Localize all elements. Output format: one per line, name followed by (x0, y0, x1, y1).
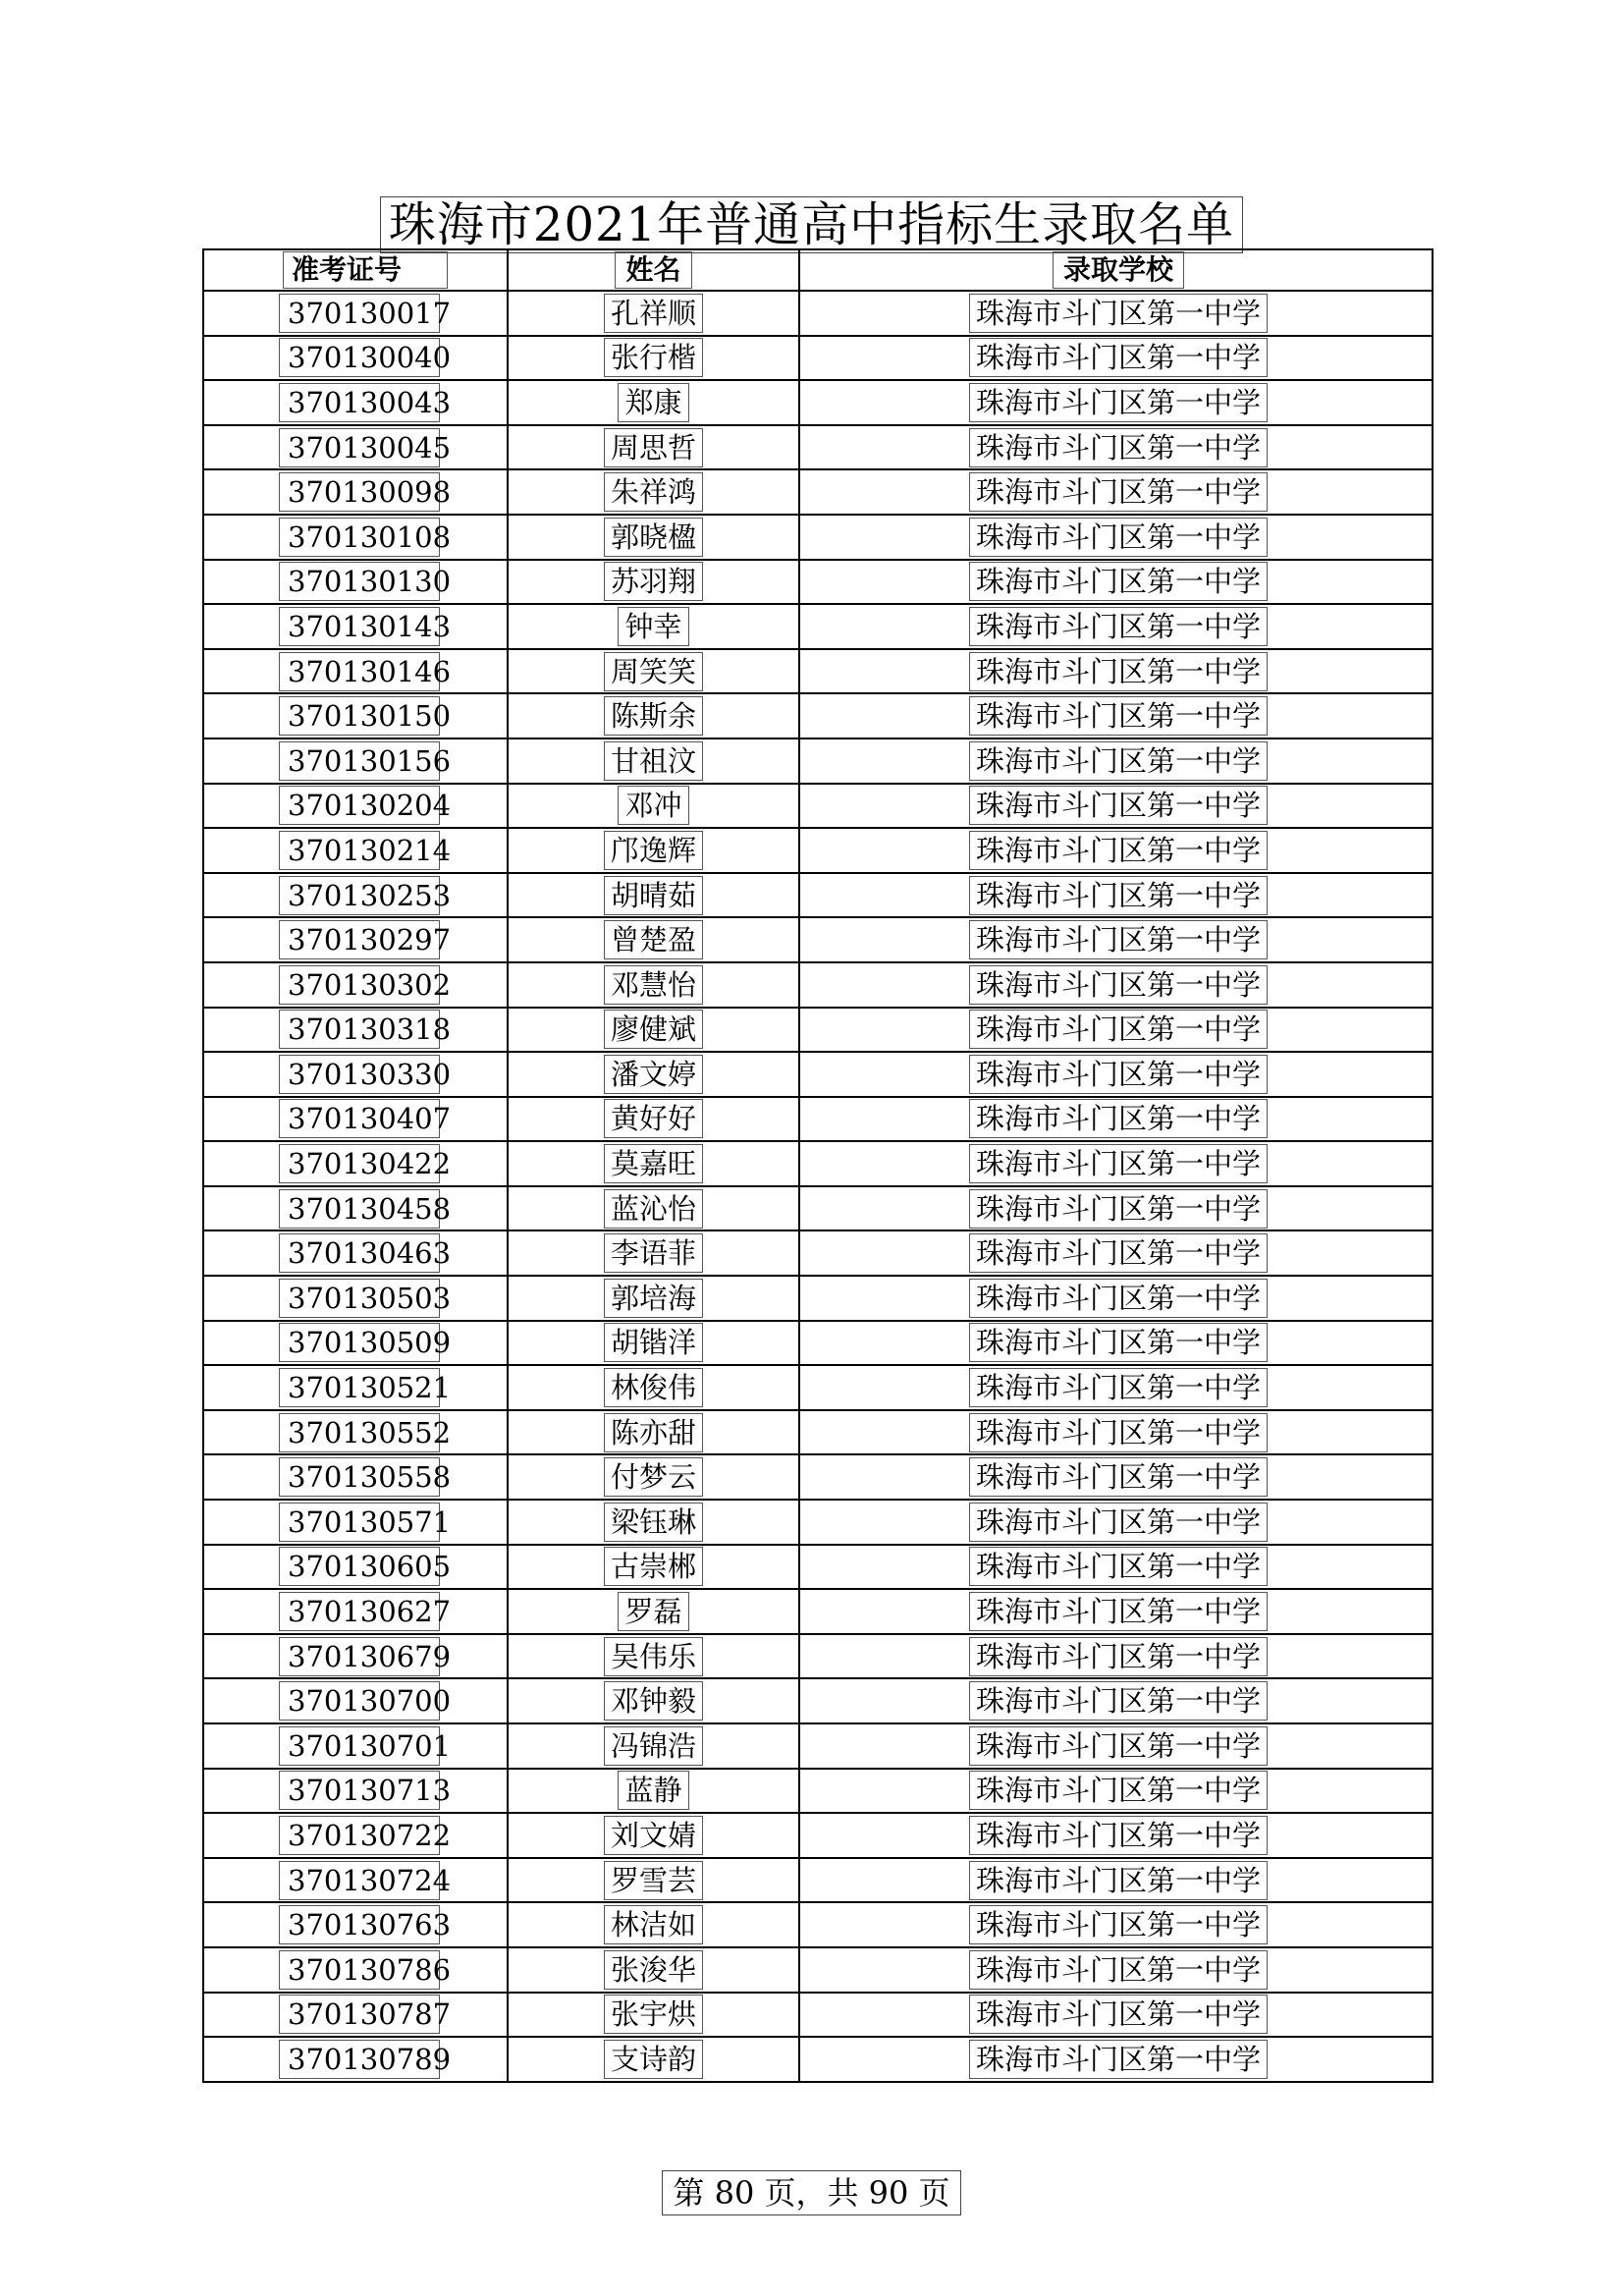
table-row (203, 291, 1433, 336)
header-school: 录取学校 (1053, 251, 1184, 289)
exam-id-cell (203, 1230, 508, 1276)
student-name: 莫嘉旺 (604, 1144, 703, 1183)
school-cell (799, 1097, 1433, 1142)
school-cell (799, 2037, 1433, 2082)
student-name-cell (508, 1678, 799, 1723)
exam-id-cell (203, 873, 508, 918)
school-cell (799, 1813, 1433, 1858)
admitted-school: 珠海市斗门区第一中学 (969, 1995, 1268, 2034)
exam-id-cell (203, 1052, 508, 1097)
school-cell (799, 380, 1433, 425)
table-row (203, 425, 1433, 470)
table-row (203, 1589, 1433, 1634)
table-row (203, 515, 1433, 560)
student-name: 邓钟毅 (604, 1681, 703, 1721)
school-cell (799, 917, 1433, 962)
school-cell (799, 1454, 1433, 1500)
exam-id-cell (203, 1321, 508, 1366)
header-id-cell (203, 249, 508, 291)
exam-id: 370130605 (279, 1547, 440, 1586)
school-cell (799, 1545, 1433, 1590)
table-row (203, 828, 1433, 873)
exam-id-cell (203, 604, 508, 649)
student-name: 郑康 (618, 383, 688, 422)
admitted-school: 珠海市斗门区第一中学 (969, 1457, 1268, 1497)
admitted-school: 珠海市斗门区第一中学 (969, 1055, 1268, 1094)
table-row (203, 873, 1433, 918)
table-row (203, 784, 1433, 829)
student-name: 黄好好 (604, 1099, 703, 1138)
exam-id: 370130045 (279, 428, 440, 467)
student-name-cell (508, 1186, 799, 1231)
admitted-school: 珠海市斗门区第一中学 (969, 607, 1268, 646)
exam-id: 370130558 (279, 1457, 440, 1497)
admitted-school: 珠海市斗门区第一中学 (969, 1816, 1268, 1855)
exam-id: 370130017 (279, 294, 440, 333)
student-name-cell (508, 962, 799, 1008)
admitted-school: 珠海市斗门区第一中学 (969, 1726, 1268, 1766)
admitted-school: 珠海市斗门区第一中学 (969, 518, 1268, 557)
exam-id: 370130108 (279, 518, 440, 557)
table-row (203, 380, 1433, 425)
exam-id: 370130330 (279, 1055, 440, 1094)
exam-id: 370130422 (279, 1144, 440, 1183)
admitted-school: 珠海市斗门区第一中学 (969, 1368, 1268, 1407)
student-name-cell (508, 515, 799, 560)
school-cell (799, 1008, 1433, 1053)
school-cell (799, 693, 1433, 738)
admitted-school: 珠海市斗门区第一中学 (969, 1547, 1268, 1586)
student-name-cell (508, 604, 799, 649)
exam-id-cell (203, 2037, 508, 2082)
exam-id-cell (203, 291, 508, 336)
table-row (203, 1276, 1433, 1321)
exam-id: 370130509 (279, 1323, 440, 1362)
student-name: 支诗韵 (604, 2040, 703, 2079)
exam-id-cell (203, 828, 508, 873)
admitted-school: 珠海市斗门区第一中学 (969, 920, 1268, 959)
student-name-cell (508, 1634, 799, 1679)
student-name: 周笑笑 (604, 652, 703, 691)
exam-id-cell (203, 1365, 508, 1410)
admitted-school: 珠海市斗门区第一中学 (969, 696, 1268, 736)
table-row (203, 1008, 1433, 1053)
table-row (203, 1052, 1433, 1097)
admitted-school: 珠海市斗门区第一中学 (969, 741, 1268, 781)
student-name-cell (508, 738, 799, 784)
table-body (203, 291, 1433, 2082)
school-cell (799, 649, 1433, 694)
exam-id-cell (203, 1186, 508, 1231)
table-row (203, 1993, 1433, 2038)
table-row (203, 1321, 1433, 1366)
admitted-school: 珠海市斗门区第一中学 (969, 1144, 1268, 1183)
student-name: 蓝静 (618, 1771, 688, 1810)
exam-id: 370130700 (279, 1681, 440, 1721)
table-row (203, 2037, 1433, 2082)
table-row (203, 1813, 1433, 1858)
school-cell (799, 1365, 1433, 1410)
student-name-cell (508, 1993, 799, 2038)
student-name: 古崇郴 (604, 1547, 703, 1586)
school-cell (799, 1052, 1433, 1097)
exam-id-cell (203, 425, 508, 470)
student-name-cell (508, 469, 799, 515)
exam-id: 370130722 (279, 1816, 440, 1855)
admitted-school: 珠海市斗门区第一中学 (969, 2040, 1268, 2079)
admitted-school: 珠海市斗门区第一中学 (969, 1233, 1268, 1273)
exam-id-cell (203, 1902, 508, 1947)
exam-id-cell (203, 515, 508, 560)
student-name: 罗磊 (618, 1592, 688, 1631)
table-row (203, 469, 1433, 515)
admitted-school: 珠海市斗门区第一中学 (969, 338, 1268, 377)
table-row (203, 1410, 1433, 1455)
student-name-cell (508, 1141, 799, 1186)
student-name: 张行楷 (604, 338, 703, 377)
admitted-school: 珠海市斗门区第一中学 (969, 1592, 1268, 1631)
exam-id: 370130463 (279, 1233, 440, 1273)
exam-id-cell (203, 560, 508, 605)
exam-id: 370130724 (279, 1861, 440, 1900)
admitted-school: 珠海市斗门区第一中学 (969, 1861, 1268, 1900)
admitted-school: 珠海市斗门区第一中学 (969, 562, 1268, 601)
student-name-cell (508, 336, 799, 381)
exam-id-cell (203, 469, 508, 515)
student-name: 冯锦浩 (604, 1726, 703, 1766)
header-exam-id: 准考证号 (283, 251, 448, 289)
school-cell (799, 515, 1433, 560)
student-name-cell (508, 1947, 799, 1993)
exam-id-cell (203, 1141, 508, 1186)
exam-id-cell (203, 1008, 508, 1053)
school-cell (799, 1410, 1433, 1455)
student-name: 邝逸辉 (604, 831, 703, 870)
student-name: 胡晴茹 (604, 876, 703, 915)
header-name-cell (508, 249, 799, 291)
exam-id: 370130146 (279, 652, 440, 691)
school-cell (799, 560, 1433, 605)
exam-id-cell (203, 693, 508, 738)
exam-id-cell (203, 1678, 508, 1723)
school-cell (799, 1947, 1433, 1993)
table-row (203, 1545, 1433, 1590)
exam-id-cell (203, 336, 508, 381)
student-name-cell (508, 1410, 799, 1455)
school-cell (799, 1500, 1433, 1545)
school-cell (799, 425, 1433, 470)
student-name-cell (508, 1052, 799, 1097)
admitted-school: 珠海市斗门区第一中学 (969, 1099, 1268, 1138)
exam-id: 370130627 (279, 1592, 440, 1631)
student-name-cell (508, 560, 799, 605)
admitted-school: 珠海市斗门区第一中学 (969, 876, 1268, 915)
exam-id: 370130679 (279, 1637, 440, 1676)
school-cell (799, 1230, 1433, 1276)
school-cell (799, 962, 1433, 1008)
exam-id: 370130786 (279, 1950, 440, 1990)
school-cell (799, 1141, 1433, 1186)
table-row (203, 1723, 1433, 1769)
student-name: 胡锴洋 (604, 1323, 703, 1362)
exam-id-cell (203, 1276, 508, 1321)
footer-container (0, 2170, 1623, 2215)
admitted-school: 珠海市斗门区第一中学 (969, 1413, 1268, 1452)
exam-id: 370130713 (279, 1771, 440, 1810)
school-cell (799, 336, 1433, 381)
student-name: 周思哲 (604, 428, 703, 467)
table-row (203, 1186, 1433, 1231)
student-name: 吴伟乐 (604, 1637, 703, 1676)
student-name: 陈斯余 (604, 696, 703, 736)
student-name: 林洁如 (604, 1905, 703, 1944)
school-cell (799, 1186, 1433, 1231)
student-name: 蓝沁怡 (604, 1189, 703, 1229)
school-cell (799, 1723, 1433, 1769)
student-name: 潘文婷 (604, 1055, 703, 1094)
table-row (203, 1097, 1433, 1142)
page-number: 第 80 页，共 90 页 (662, 2170, 960, 2215)
admitted-school: 珠海市斗门区第一中学 (969, 1637, 1268, 1676)
student-name-cell (508, 873, 799, 918)
student-name: 付梦云 (604, 1457, 703, 1497)
student-name-cell (508, 1902, 799, 1947)
student-name-cell (508, 1365, 799, 1410)
admitted-school: 珠海市斗门区第一中学 (969, 294, 1268, 333)
student-name: 张浚华 (604, 1950, 703, 1990)
student-name: 廖健斌 (604, 1010, 703, 1049)
school-cell (799, 1993, 1433, 2038)
exam-id-cell (203, 1634, 508, 1679)
school-cell (799, 828, 1433, 873)
school-cell (799, 1276, 1433, 1321)
student-name-cell (508, 1858, 799, 1903)
exam-id: 370130130 (279, 562, 440, 601)
table-row (203, 336, 1433, 381)
school-cell (799, 784, 1433, 829)
school-cell (799, 1321, 1433, 1366)
school-cell (799, 469, 1433, 515)
student-name-cell (508, 649, 799, 694)
exam-id: 370130253 (279, 876, 440, 915)
exam-id-cell (203, 1723, 508, 1769)
exam-id: 370130503 (279, 1279, 440, 1318)
exam-id-cell (203, 1813, 508, 1858)
exam-id-cell (203, 1858, 508, 1903)
header-school-cell (799, 249, 1433, 291)
title-container (0, 196, 1623, 253)
school-cell (799, 1678, 1433, 1723)
table-row (203, 1500, 1433, 1545)
student-name-cell (508, 1276, 799, 1321)
school-cell (799, 291, 1433, 336)
exam-id: 370130204 (279, 786, 440, 825)
school-cell (799, 604, 1433, 649)
exam-id: 370130763 (279, 1905, 440, 1944)
school-cell (799, 738, 1433, 784)
exam-id: 370130297 (279, 920, 440, 959)
student-name-cell (508, 1589, 799, 1634)
admitted-school: 珠海市斗门区第一中学 (969, 1905, 1268, 1944)
school-cell (799, 1769, 1433, 1814)
school-cell (799, 1858, 1433, 1903)
student-name: 梁钰琳 (604, 1503, 703, 1542)
exam-id: 370130407 (279, 1099, 440, 1138)
admitted-school: 珠海市斗门区第一中学 (969, 383, 1268, 422)
exam-id: 370130214 (279, 831, 440, 870)
student-name: 林俊伟 (604, 1368, 703, 1407)
exam-id: 370130098 (279, 472, 440, 512)
student-name: 曾楚盈 (604, 920, 703, 959)
student-name-cell (508, 1454, 799, 1500)
student-name: 刘文婧 (604, 1816, 703, 1855)
student-name-cell (508, 1230, 799, 1276)
exam-id: 370130043 (279, 383, 440, 422)
exam-id-cell (203, 1500, 508, 1545)
exam-id-cell (203, 917, 508, 962)
table-row (203, 649, 1433, 694)
student-name-cell (508, 2037, 799, 2082)
student-name-cell (508, 1769, 799, 1814)
table-row (203, 693, 1433, 738)
student-name-cell (508, 1097, 799, 1142)
table-row (203, 604, 1433, 649)
exam-id: 370130789 (279, 2040, 440, 2079)
student-name-cell (508, 917, 799, 962)
school-cell (799, 1902, 1433, 1947)
student-name-cell (508, 380, 799, 425)
exam-id: 370130302 (279, 965, 440, 1005)
admitted-school: 珠海市斗门区第一中学 (969, 1323, 1268, 1362)
table-row (203, 1858, 1433, 1903)
admitted-school: 珠海市斗门区第一中学 (969, 1279, 1268, 1318)
student-name: 张宇烘 (604, 1995, 703, 2034)
student-name: 罗雪芸 (604, 1861, 703, 1900)
exam-id-cell (203, 1545, 508, 1590)
table-row (203, 1454, 1433, 1500)
page-title: 珠海市2021年普通高中指标生录取名单 (380, 196, 1243, 253)
admitted-school: 珠海市斗门区第一中学 (969, 965, 1268, 1005)
student-name: 孔祥顺 (604, 294, 703, 333)
table-row (203, 1365, 1433, 1410)
student-name-cell (508, 1813, 799, 1858)
student-name: 邓慧怡 (604, 965, 703, 1005)
exam-id: 370130150 (279, 696, 440, 736)
table-row (203, 1141, 1433, 1186)
exam-id-cell (203, 380, 508, 425)
student-name-cell (508, 1008, 799, 1053)
exam-id-cell (203, 1769, 508, 1814)
student-name-cell (508, 425, 799, 470)
exam-id-cell (203, 1589, 508, 1634)
exam-id: 370130701 (279, 1726, 440, 1766)
exam-id: 370130552 (279, 1413, 440, 1452)
admitted-school: 珠海市斗门区第一中学 (969, 1189, 1268, 1229)
table-row (203, 560, 1433, 605)
student-name: 郭晓楹 (604, 518, 703, 557)
header-name: 姓名 (615, 251, 691, 289)
exam-id-cell (203, 784, 508, 829)
exam-id-cell (203, 962, 508, 1008)
student-name: 苏羽翔 (604, 562, 703, 601)
student-name-cell (508, 1723, 799, 1769)
student-name-cell (508, 784, 799, 829)
admitted-school: 珠海市斗门区第一中学 (969, 1010, 1268, 1049)
student-name: 钟幸 (618, 607, 688, 646)
exam-id: 370130040 (279, 338, 440, 377)
school-cell (799, 1589, 1433, 1634)
exam-id: 370130143 (279, 607, 440, 646)
admitted-school: 珠海市斗门区第一中学 (969, 1681, 1268, 1721)
admitted-school: 珠海市斗门区第一中学 (969, 472, 1268, 512)
exam-id-cell (203, 1947, 508, 1993)
student-name: 邓冲 (618, 786, 688, 825)
table-row (203, 917, 1433, 962)
exam-id-cell (203, 1993, 508, 2038)
admitted-school: 珠海市斗门区第一中学 (969, 786, 1268, 825)
admitted-school: 珠海市斗门区第一中学 (969, 1771, 1268, 1810)
student-name-cell (508, 1500, 799, 1545)
table-row (203, 1947, 1433, 1993)
admission-table (202, 248, 1434, 2083)
school-cell (799, 873, 1433, 918)
admitted-school: 珠海市斗门区第一中学 (969, 652, 1268, 691)
exam-id: 370130318 (279, 1010, 440, 1049)
student-name: 朱祥鸿 (604, 472, 703, 512)
student-name-cell (508, 1321, 799, 1366)
student-name-cell (508, 1545, 799, 1590)
student-name: 郭培海 (604, 1279, 703, 1318)
table-row (203, 1634, 1433, 1679)
exam-id-cell (203, 738, 508, 784)
student-name-cell (508, 291, 799, 336)
exam-id: 370130156 (279, 741, 440, 781)
student-name-cell (508, 828, 799, 873)
school-cell (799, 1634, 1433, 1679)
admitted-school: 珠海市斗门区第一中学 (969, 1950, 1268, 1990)
admitted-school: 珠海市斗门区第一中学 (969, 831, 1268, 870)
exam-id-cell (203, 649, 508, 694)
table-header-row (203, 249, 1433, 291)
student-name: 甘祖汶 (604, 741, 703, 781)
table-row (203, 1902, 1433, 1947)
exam-id-cell (203, 1097, 508, 1142)
table-row (203, 1678, 1433, 1723)
table-row (203, 962, 1433, 1008)
exam-id: 370130571 (279, 1503, 440, 1542)
table-row (203, 1230, 1433, 1276)
admitted-school: 珠海市斗门区第一中学 (969, 1503, 1268, 1542)
student-name: 陈亦甜 (604, 1413, 703, 1452)
exam-id: 370130787 (279, 1995, 440, 2034)
student-name-cell (508, 693, 799, 738)
admitted-school: 珠海市斗门区第一中学 (969, 428, 1268, 467)
table-row (203, 1769, 1433, 1814)
student-name: 李语菲 (604, 1233, 703, 1273)
exam-id-cell (203, 1410, 508, 1455)
table-row (203, 738, 1433, 784)
exam-id-cell (203, 1454, 508, 1500)
exam-id: 370130458 (279, 1189, 440, 1229)
exam-id: 370130521 (279, 1368, 440, 1407)
